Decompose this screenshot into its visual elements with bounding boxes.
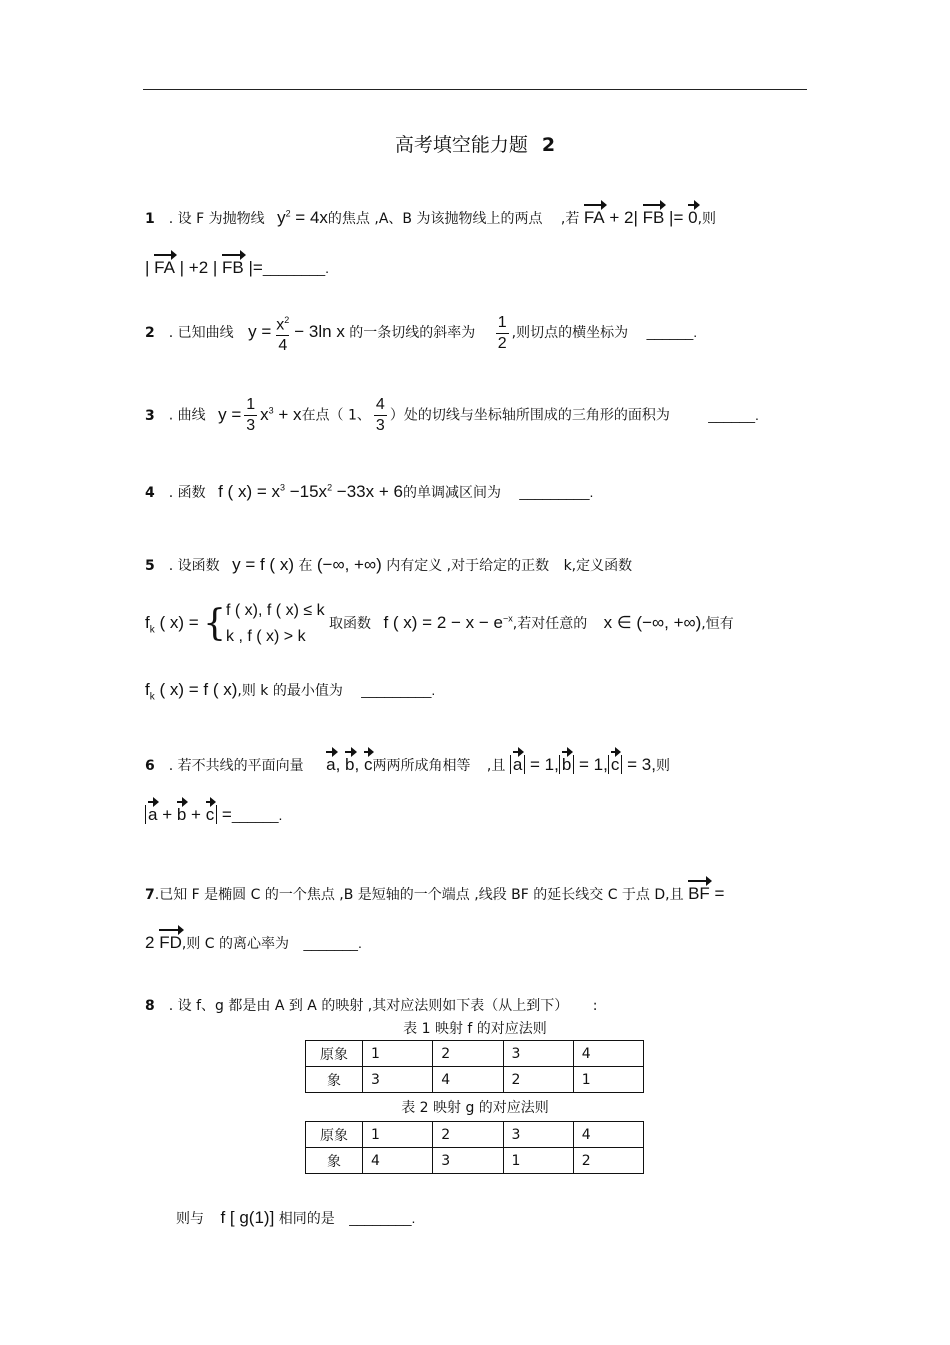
question-text: 在	[298, 558, 313, 574]
table-row	[306, 1041, 644, 1067]
question-4: 4 . 函数 f ( $x) = x^3 -15x^2 -33x + 6$的单调减区间为 _________.	[145, 482, 594, 501]
question-text: k,定义函数	[563, 558, 633, 574]
question-text: 设 f、g 都是由 A 到 A 的映射 ,其对应法则如下表（从上到下）	[177, 998, 569, 1014]
question-text: 在点（ 1、	[301, 407, 371, 424]
table-cell: 3	[503, 1041, 573, 1067]
question-5: 5 . 设函数 y = f ( x) 在 (−∞, +∞) 内有定义 ,对于给定的正数 k,定义函数	[145, 555, 633, 574]
table-cell: 2	[503, 1067, 573, 1093]
question-number: 6	[145, 758, 155, 774]
question-number: 8	[145, 998, 155, 1014]
vector-condition: FA + 2| FB |= 0	[583, 208, 698, 227]
table-cell: 3	[363, 1067, 433, 1093]
question-text: ）处的切线与坐标轴所围成的三角形的面积为	[389, 407, 670, 424]
equation: y = f ( x)	[232, 555, 294, 574]
question-1-line-2	[145, 258, 329, 278]
question-text: ,若	[560, 211, 580, 227]
equation: − 3ln x	[294, 322, 345, 342]
answer-blank[interactable]: _________.	[519, 484, 594, 500]
table-cell: 1	[363, 1122, 433, 1148]
fraction: $\frac{1}{3}$	[246, 396, 256, 434]
question-2: 2 . 已知曲线 y = $\frac{x^2}{4}$ − 3ln x 的一条切线的斜率为 $\frac{1}{2}$ ,则切点的横坐标为 ______.	[145, 310, 697, 356]
question-text: ,则	[697, 211, 717, 227]
equation: y =	[218, 404, 242, 424]
equation: $f_k$ ( x) =	[145, 613, 199, 636]
table-row	[306, 1067, 644, 1093]
page-title	[0, 130, 950, 157]
table-cell: 3	[503, 1122, 573, 1148]
answer-blank[interactable]: _________.	[361, 682, 436, 698]
question-text: 内有定义 ,对于给定的正数	[386, 558, 550, 574]
mapping-table-g	[305, 1121, 644, 1174]
question-text: ,则 C 的离心率为	[181, 936, 289, 952]
answer-blank[interactable]: ________.	[262, 260, 330, 276]
equation: y =	[248, 322, 272, 342]
table-cell: 4	[573, 1041, 643, 1067]
question-text: .已知 F 是椭圆 C 的一个焦点 ,B 是短轴的一个端点	[154, 887, 470, 903]
question-text: ,且	[486, 758, 506, 774]
fraction: $\frac{1}{2}$	[497, 313, 507, 352]
question-text: 则	[655, 758, 670, 774]
interval: (−∞, +∞)	[316, 555, 382, 574]
question-7-line-2	[145, 933, 362, 953]
table-cell: 1	[503, 1148, 573, 1174]
answer-blank[interactable]: _______.	[303, 935, 362, 951]
equation: f [ g(1)]	[220, 1208, 275, 1227]
table-cell: 1	[573, 1067, 643, 1093]
table-cell: 象	[306, 1148, 363, 1174]
top-rule	[143, 89, 807, 90]
question-1: 1 . 设 F 为抛物线 $y^2 = 4x$的焦点 ,A、B 为该抛物线上的两点 ,若 FA + 2| FB |= 0,则	[145, 208, 717, 227]
vector-expression: | FA | +2 | FB |=	[145, 258, 263, 277]
question-text: 设函数	[177, 558, 220, 574]
question-text: 已知曲线	[177, 325, 234, 342]
table-cell: 象	[306, 1067, 363, 1093]
question-5-line-2	[145, 598, 734, 650]
left-brace: {	[203, 603, 227, 644]
equation: f ( $x) = 2 - x - e^{-x}$	[383, 613, 513, 632]
question-text: 的焦点 ,A、B 为该抛物线上的两点	[327, 211, 543, 227]
table-cell: 1	[363, 1041, 433, 1067]
table-cell: 原象	[306, 1122, 363, 1148]
question-8-line-2	[176, 1208, 415, 1228]
magnitudes: a = 1, b = 1, c = 3,	[510, 755, 656, 774]
table-cell: 4	[433, 1067, 503, 1093]
equation: f ( $x) = x^3 -15x^2 -33x + 6$	[218, 482, 403, 501]
question-number: 3	[145, 407, 155, 424]
question-8: 8 . 设 f、g 都是由 A 到 A 的映射 ,其对应法则如下表（从上到下） :	[145, 998, 598, 1014]
question-6: 6 . 若不共线的平面向量 a, b, c两两所成角相等 ,且 a = 1, b = 1, c = 3,则	[145, 755, 670, 774]
vectors: a, b, c	[326, 755, 373, 774]
equation: $f_k$ ( x) = f ( x)	[145, 680, 238, 703]
question-text: 曲线	[177, 407, 206, 424]
table-row	[306, 1122, 644, 1148]
question-text: ,则切点的横坐标为	[511, 325, 629, 342]
mapping-table-f	[305, 1040, 644, 1093]
question-text: 若不共线的平面向量	[177, 758, 304, 774]
equation: $x^3 + x$	[260, 404, 302, 424]
table-2-caption: 表 2 映射 g 的对应法则	[401, 1100, 549, 1116]
question-text: ,则 k 的最小值为	[237, 683, 343, 699]
table-cell: 4	[573, 1122, 643, 1148]
question-text: 设 F 为抛物线	[177, 211, 265, 227]
vector-sum: a + b + c =	[145, 805, 232, 824]
question-number: 2	[145, 325, 155, 342]
question-number: 5	[145, 558, 155, 574]
question-text: 函数	[177, 485, 206, 501]
question-number: 4	[145, 485, 155, 501]
question-text: ,线段 BF 的延长线交 C 于点 D,且	[474, 887, 684, 903]
question-3: 3 . 曲线 y = $\frac{1}{3}$ $x^3 + x$在点（ 1、 $\frac{4}{3}$ ）处的切线与坐标轴所围成的三角形的面积为 ______.	[145, 396, 759, 434]
question-7	[145, 884, 724, 904]
fraction: $\frac{4}{3}$	[375, 396, 385, 434]
answer-blank[interactable]: ______.	[708, 406, 759, 423]
equation: $y^2 = 4x$	[277, 208, 328, 227]
answer-blank[interactable]: ________.	[349, 1210, 416, 1226]
question-text: 的单调减区间为	[402, 485, 501, 501]
table-cell: 4	[363, 1148, 433, 1174]
question-text: ,恒有	[701, 616, 734, 632]
question-number: 7	[145, 887, 155, 903]
question-text: 取函数	[329, 616, 372, 632]
question-text: 的一条切线的斜率为	[349, 325, 476, 342]
table-row	[306, 1148, 644, 1174]
table-cell: 2	[433, 1122, 503, 1148]
table-cell: 2	[433, 1041, 503, 1067]
vector-equation: 2 FD	[145, 933, 182, 952]
answer-blank[interactable]: ______.	[646, 324, 698, 341]
answer-blank[interactable]: ______.	[231, 807, 283, 823]
fraction: $\frac{x^2}{4}$	[276, 315, 290, 355]
equation: x ∈ (−∞, +∞)	[603, 613, 702, 632]
table-cell: 3	[433, 1148, 503, 1174]
question-text: 两两所成角相等	[372, 758, 471, 774]
question-text: 相同的是	[278, 1211, 335, 1227]
table-cell: 原象	[306, 1041, 363, 1067]
piecewise-cases: f ( x), f ( x) ≤ k k , f ( x) > k	[226, 602, 325, 645]
question-text: ,若对任意的	[512, 616, 588, 632]
question-number: 1	[145, 211, 155, 227]
question-6-line-2	[145, 805, 282, 825]
table-cell: 2	[573, 1148, 643, 1174]
question-text: :	[592, 998, 598, 1014]
table-1-caption: 表 1 映射 f 的对应法则	[403, 1021, 547, 1037]
vector-equation: BF =	[688, 884, 725, 903]
title-text: 高考填空能力题	[394, 134, 528, 156]
title-number: 2	[541, 134, 556, 156]
question-5-line-3	[145, 680, 435, 702]
question-text: 则与	[176, 1211, 204, 1227]
